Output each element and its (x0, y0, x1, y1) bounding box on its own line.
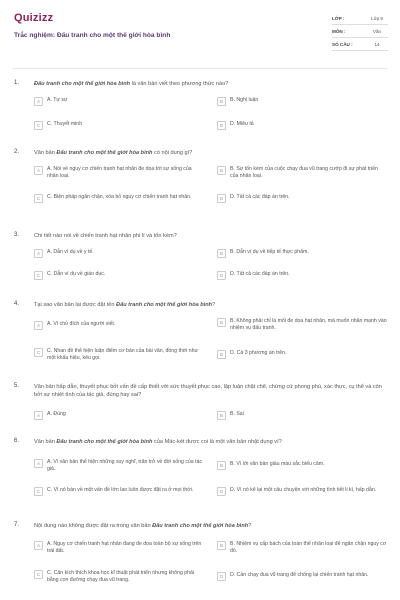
option-b[interactable] (217, 411, 387, 420)
option-b[interactable] (217, 249, 387, 258)
option-letter: C (34, 570, 43, 579)
meta-key: SỐ CÂU : (332, 41, 353, 47)
option-text: C. Vì nó bàn về một vấn đề lớn lao luôn được đặt ra ở mọi thời. (47, 487, 194, 493)
option-c[interactable] (34, 487, 204, 496)
option-text: A. Vì chủ đích của người viết. (47, 321, 116, 327)
meta-value: Văn (372, 28, 382, 34)
option-text: A. Vì văn bản thể hiện những suy nghĩ, trăn trở về đời sống của tác giả. (47, 459, 203, 472)
option-c[interactable] (34, 271, 204, 280)
meta-key: MÔN : (332, 28, 346, 34)
option-text: D. Miêu tả (230, 121, 254, 127)
option-text: D. Tất cả các đáp án trên. (230, 271, 290, 277)
question-text: Nội dung nào không được đặt ra trong văn bản Đấu tranh cho một thế giới hòa bình? (34, 523, 252, 529)
option-letter: C (34, 194, 43, 203)
option-b[interactable] (217, 541, 387, 555)
question-text: Văn bản hấp dẫn, thuyết phục bởi vấn đề cấp thiết với sức thuyết phục cao, lập luận chặt chẽ, chứng cứ phong phú, xác thực, cụ thể và còn bởi sự nhiệt tình của tác giả, đúng hay sai? (34, 384, 382, 398)
question-number: 4. (14, 301, 20, 307)
option-letter: C (34, 487, 43, 496)
option-letter: B (217, 97, 226, 106)
question-text: Văn bản Đấu tranh cho một thế giới hòa bình của Mác-két được coi là một văn bản nhật dụng vì? (34, 439, 282, 445)
option-letter: C (34, 121, 43, 130)
option-letter: B (217, 411, 226, 420)
option-a[interactable] (34, 166, 204, 180)
option-letter: A (34, 541, 43, 550)
option-letter: D (217, 487, 226, 496)
option-text: D. Cả 3 phương án trên. (230, 350, 287, 356)
worksheet-header (12, 10, 388, 62)
question-number: 2. (14, 149, 20, 155)
option-text: C. Thuyết minh (47, 121, 83, 127)
option-letter: A (34, 249, 43, 258)
option-d[interactable] (217, 121, 387, 130)
option-a[interactable] (34, 541, 204, 555)
option-text: B. Sai (230, 411, 244, 417)
option-text: A. Tự sự (47, 97, 68, 103)
option-d[interactable] (217, 572, 387, 581)
option-a[interactable] (34, 321, 204, 330)
option-text: B. Nhiệm vụ cấp bách của toàn thể nhân loại để ngăn chặn nguy cơ đó. (230, 541, 387, 554)
question-text: Văn bản Đấu tranh cho một thế giới hòa bình có nội dung gì? (34, 150, 193, 156)
option-letter: B (217, 318, 226, 327)
option-c[interactable] (34, 121, 204, 130)
option-letter: D (217, 350, 226, 359)
option-d[interactable] (217, 271, 387, 280)
question-number: 5. (14, 383, 20, 389)
option-b[interactable] (217, 318, 387, 332)
option-text: C. Căn kích thích khoa học kĩ thuật phát triển nhưng không phải bằng con đường chạy đua vũ trang. (47, 570, 195, 583)
option-c[interactable] (34, 194, 204, 203)
option-text: A. Dẫn ví dụ về y tế. (47, 249, 94, 255)
worksheet-title: Trắc nghiệm: Đấu tranh cho một thế giới hòa bình (14, 32, 171, 39)
question-number: 6. (14, 438, 20, 444)
option-a[interactable] (34, 411, 204, 420)
option-letter: A (34, 97, 43, 106)
meta-panel (332, 12, 388, 51)
option-text: B. Sự tốn kém của cuộc chạy đua vũ trang cướp đi sự phát triển của nhân loại. (230, 166, 378, 179)
option-b[interactable] (217, 97, 387, 106)
meta-row-subject (332, 25, 388, 38)
option-a[interactable] (34, 459, 204, 473)
option-text: A. Nói về nguy cơ chiến tranh hạt nhân đe dọa tới sự sống của nhân loại. (47, 166, 192, 179)
option-text: B. Nghị luận (230, 97, 259, 103)
meta-key: LỚP : (332, 15, 345, 21)
option-text: D. Tất cả các đáp án trên. (230, 194, 290, 200)
option-a[interactable] (34, 97, 204, 106)
option-letter: A (34, 459, 43, 468)
option-text: A. Đúng (47, 411, 66, 417)
option-letter: C (34, 348, 43, 357)
question-number: 1. (14, 80, 20, 86)
option-letter: D (217, 572, 226, 581)
option-text: D. Cần chạy đua vũ trang để chống lại chiến tranh hạt nhân. (230, 572, 369, 578)
option-letter: D (217, 121, 226, 130)
meta-row-count (332, 38, 388, 51)
question-text: Tại sao văn bản lại được đặt tên Đấu tranh cho một thế giới hòa bình? (34, 302, 216, 308)
option-b[interactable] (217, 461, 387, 470)
option-d[interactable] (217, 350, 387, 359)
question-text: Chi tiết nào nói về chiến tranh hạt nhân phi lí và tốn kém? (34, 233, 177, 239)
option-text: B. Không phải chỉ là mối đe dọa hạt nhân, mà muốn nhân mạnh vào nhiệm vụ đấu tranh. (230, 318, 387, 331)
option-c[interactable] (34, 570, 204, 584)
option-letter: D (217, 271, 226, 280)
option-a[interactable] (34, 249, 204, 258)
option-letter: A (34, 411, 43, 420)
option-b[interactable] (217, 166, 387, 180)
option-d[interactable] (217, 487, 387, 496)
option-letter: A (34, 166, 43, 175)
meta-value: 14 (374, 41, 380, 47)
option-letter: B (217, 461, 226, 470)
meta-row-grade (332, 12, 388, 25)
option-text: B. Dẫn ví dụ về tiếp tế thực phẩm. (230, 249, 309, 255)
option-letter: C (34, 271, 43, 280)
option-d[interactable] (217, 194, 387, 203)
question-text: Đấu tranh cho một thế giới hòa bình là văn bản viết theo phương thức nào? (34, 81, 229, 87)
option-letter: B (217, 166, 226, 175)
option-letter: D (217, 194, 226, 203)
option-text: A. Nguy cơ chiến tranh hạt nhân đang đe dọa toàn bộ sự sống trên trái đất. (47, 541, 202, 554)
header-divider (12, 68, 388, 69)
option-text: D. Vì nó kể lại một câu chuyện với những tình tiết li kì, hấp dẫn. (230, 487, 377, 493)
quizizz-logo: Quizizz (14, 12, 54, 24)
option-text: C. Nhan đề thể hiện luận điểm cơ bản của bài văn, đồng thời như một khẩu hiệu, kêu gọi. (47, 348, 199, 361)
option-letter: B (217, 541, 226, 550)
meta-value: Lớp 9 (371, 15, 383, 21)
option-text: B. Vì lời văn bản giàu màu sắc biểu cảm. (230, 461, 325, 467)
question-number: 3. (14, 232, 20, 238)
option-text: C. Biện pháp ngăn chặn, xóa bỏ nguy cơ chiến tranh hạt nhân. (47, 194, 192, 200)
option-letter: A (34, 321, 43, 330)
option-c[interactable] (34, 348, 204, 362)
option-text: C. Dẫn ví dụ về giáo dục. (47, 271, 106, 277)
question-number: 7. (14, 522, 20, 528)
option-letter: B (217, 249, 226, 258)
